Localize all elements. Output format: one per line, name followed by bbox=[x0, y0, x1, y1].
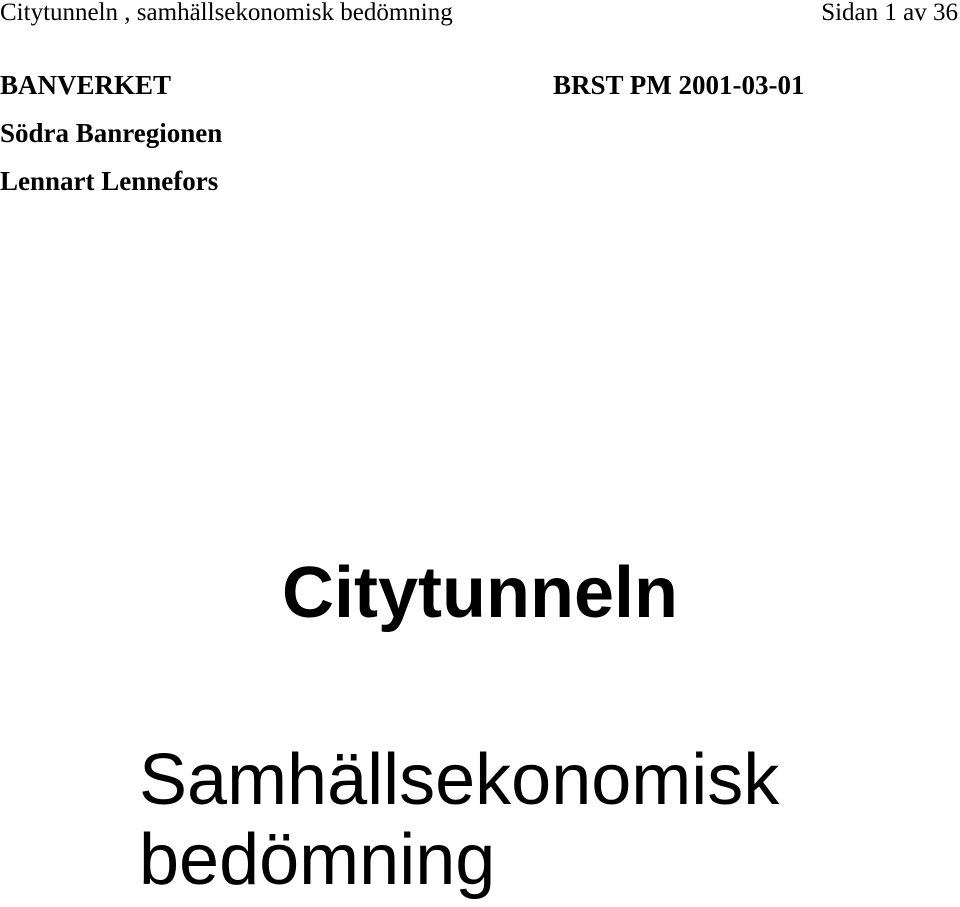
author-name: Lennart Lennefors bbox=[0, 166, 219, 196]
cover-subtitle-line-2: bedömning bbox=[139, 820, 496, 900]
region-name: Södra Banregionen bbox=[0, 118, 223, 148]
cover-subtitle-line-1: Samhällsekonomisk bbox=[139, 740, 780, 820]
organization-name: BANVERKET bbox=[0, 70, 172, 100]
cover-title: Citytunneln bbox=[282, 553, 678, 633]
document-reference: BRST PM 2001-03-01 bbox=[553, 70, 805, 100]
running-header-title: Citytunneln , samhällsekonomisk bedömning bbox=[0, 0, 453, 26]
cover-subtitle bbox=[139, 740, 919, 900]
page-counter: Sidan 1 av 36 bbox=[821, 0, 958, 26]
